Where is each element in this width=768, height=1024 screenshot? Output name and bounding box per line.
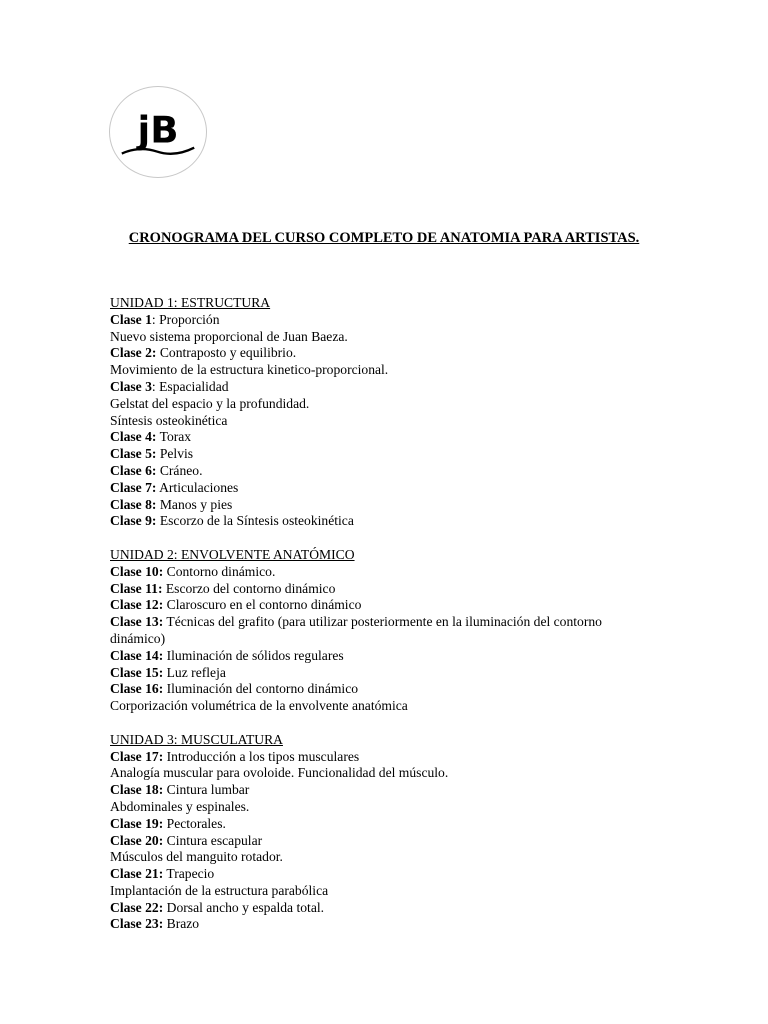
class-description xyxy=(110,849,658,866)
class-label: Clase 21: xyxy=(110,866,164,882)
class-label: Clase 20: xyxy=(110,832,164,848)
class-separator: : xyxy=(151,378,156,394)
class-label: Clase 3 xyxy=(110,378,152,394)
class-text: Claroscuro en el contorno dinámico xyxy=(163,597,362,613)
class-text: Nuevo sistema proporcional de Juan Baeza. xyxy=(110,328,348,344)
class-description xyxy=(110,396,658,413)
class-text: Cintura lumbar xyxy=(163,782,250,798)
class-text: Movimiento de la estructura kinetico-proporcional. xyxy=(110,362,389,378)
class-entry xyxy=(110,665,658,682)
class-entry xyxy=(110,564,658,581)
class-text: Gelstat del espacio y la profundidad. xyxy=(110,395,310,411)
class-label: Clase 4: xyxy=(110,429,157,445)
class-description xyxy=(110,698,658,715)
class-text: Manos y pies xyxy=(156,496,233,512)
class-text: Proporción xyxy=(155,311,220,327)
class-text: Espacialidad xyxy=(155,378,229,394)
jb-logo xyxy=(109,86,207,178)
class-entry xyxy=(110,480,658,497)
class-separator: : xyxy=(151,311,156,327)
class-entry xyxy=(110,916,658,933)
class-entry xyxy=(110,463,658,480)
class-text: Síntesis osteokinética xyxy=(110,412,228,428)
class-description xyxy=(110,362,658,379)
unit-section xyxy=(110,732,658,934)
unit-heading: UNIDAD 1: ESTRUCTURA xyxy=(110,295,271,310)
class-label: Clase 23: xyxy=(110,916,164,932)
class-text: Escorzo de la Síntesis osteokinética xyxy=(156,513,354,529)
class-text: Implantación de la estructura parabólica xyxy=(110,882,329,898)
class-label: Clase 6: xyxy=(110,462,157,478)
class-label: Clase 10: xyxy=(110,563,164,579)
class-label: Clase 18: xyxy=(110,782,164,798)
class-entry xyxy=(110,513,658,530)
class-text: Articulaciones xyxy=(156,479,239,495)
class-text: Escorzo del contorno dinámico xyxy=(162,580,336,596)
class-label: Clase 17: xyxy=(110,748,164,764)
class-text: Contraposto y equilibrio. xyxy=(156,345,297,361)
class-label: Clase 8: xyxy=(110,496,157,512)
class-description xyxy=(110,883,658,900)
class-text: Trapecio xyxy=(163,866,215,882)
class-label: Clase 1 xyxy=(110,311,152,327)
course-schedule xyxy=(110,295,658,933)
class-label: Clase 22: xyxy=(110,899,164,915)
class-entry xyxy=(110,345,658,362)
class-entry xyxy=(110,379,658,396)
class-label: Clase 13: xyxy=(110,614,164,630)
class-text: Técnicas del grafito (para utilizar posteriormente en la iluminación del contorno dinámico) xyxy=(110,614,602,646)
class-entry xyxy=(110,597,658,614)
class-label: Clase 12: xyxy=(110,597,164,613)
class-text: Corporización volumétrica de la envolvente anatómica xyxy=(110,698,408,714)
class-label: Clase 7: xyxy=(110,479,157,495)
class-text: Contorno dinámico. xyxy=(163,563,276,579)
class-text: Cintura escapular xyxy=(163,832,263,848)
class-label: Clase 5: xyxy=(110,446,157,462)
class-text: Cráneo. xyxy=(156,462,203,478)
class-text: Abdominales y espinales. xyxy=(110,798,250,814)
class-text: Analogía muscular para ovoloide. Funcionalidad del músculo. xyxy=(110,765,449,781)
class-entry xyxy=(110,816,658,833)
class-description xyxy=(110,765,658,782)
class-entry xyxy=(110,581,658,598)
class-label: Clase 9: xyxy=(110,513,157,529)
class-text: Brazo xyxy=(163,916,200,932)
class-text: Luz refleja xyxy=(163,664,226,680)
class-entry xyxy=(110,833,658,850)
class-description xyxy=(110,413,658,430)
class-text: Pelvis xyxy=(156,446,194,462)
class-entry xyxy=(110,648,658,665)
class-text: Iluminación del contorno dinámico xyxy=(163,681,359,697)
class-label: Clase 11: xyxy=(110,580,163,596)
class-entry xyxy=(110,681,658,698)
class-label: Clase 19: xyxy=(110,815,164,831)
class-text: Músculos del manguito rotador. xyxy=(110,849,283,865)
class-entry xyxy=(110,900,658,917)
class-description xyxy=(110,329,658,346)
logo-text: jB xyxy=(137,107,179,152)
class-text: Dorsal ancho y espalda total. xyxy=(163,899,325,915)
jb-logo-mark xyxy=(110,87,206,177)
class-label: Clase 15: xyxy=(110,664,164,680)
class-text: Torax xyxy=(156,429,192,445)
class-text: Pectorales. xyxy=(163,815,226,831)
unit-heading: UNIDAD 3: MUSCULATURA xyxy=(110,731,283,747)
unit-section xyxy=(110,295,658,530)
class-entry xyxy=(110,614,658,648)
unit-section xyxy=(110,547,658,715)
class-entry xyxy=(110,782,658,799)
unit-heading: UNIDAD 2: ENVOLVENTE ANATÓMICO xyxy=(110,546,355,562)
class-label: Clase 14: xyxy=(110,647,164,663)
class-description xyxy=(110,799,658,816)
class-entry xyxy=(110,429,658,446)
class-label: Clase 16: xyxy=(110,681,164,697)
class-entry xyxy=(110,446,658,463)
class-text: Introducción a los tipos musculares xyxy=(163,748,360,764)
page-title: CRONOGRAMA DEL CURSO COMPLETO DE ANATOMIA PARA ARTISTAS. xyxy=(128,230,640,246)
class-entry xyxy=(110,312,658,329)
class-entry xyxy=(110,497,658,514)
class-text: Iluminación de sólidos regulares xyxy=(163,647,344,663)
class-entry xyxy=(110,866,658,883)
class-entry xyxy=(110,749,658,766)
class-label: Clase 2: xyxy=(110,345,157,361)
